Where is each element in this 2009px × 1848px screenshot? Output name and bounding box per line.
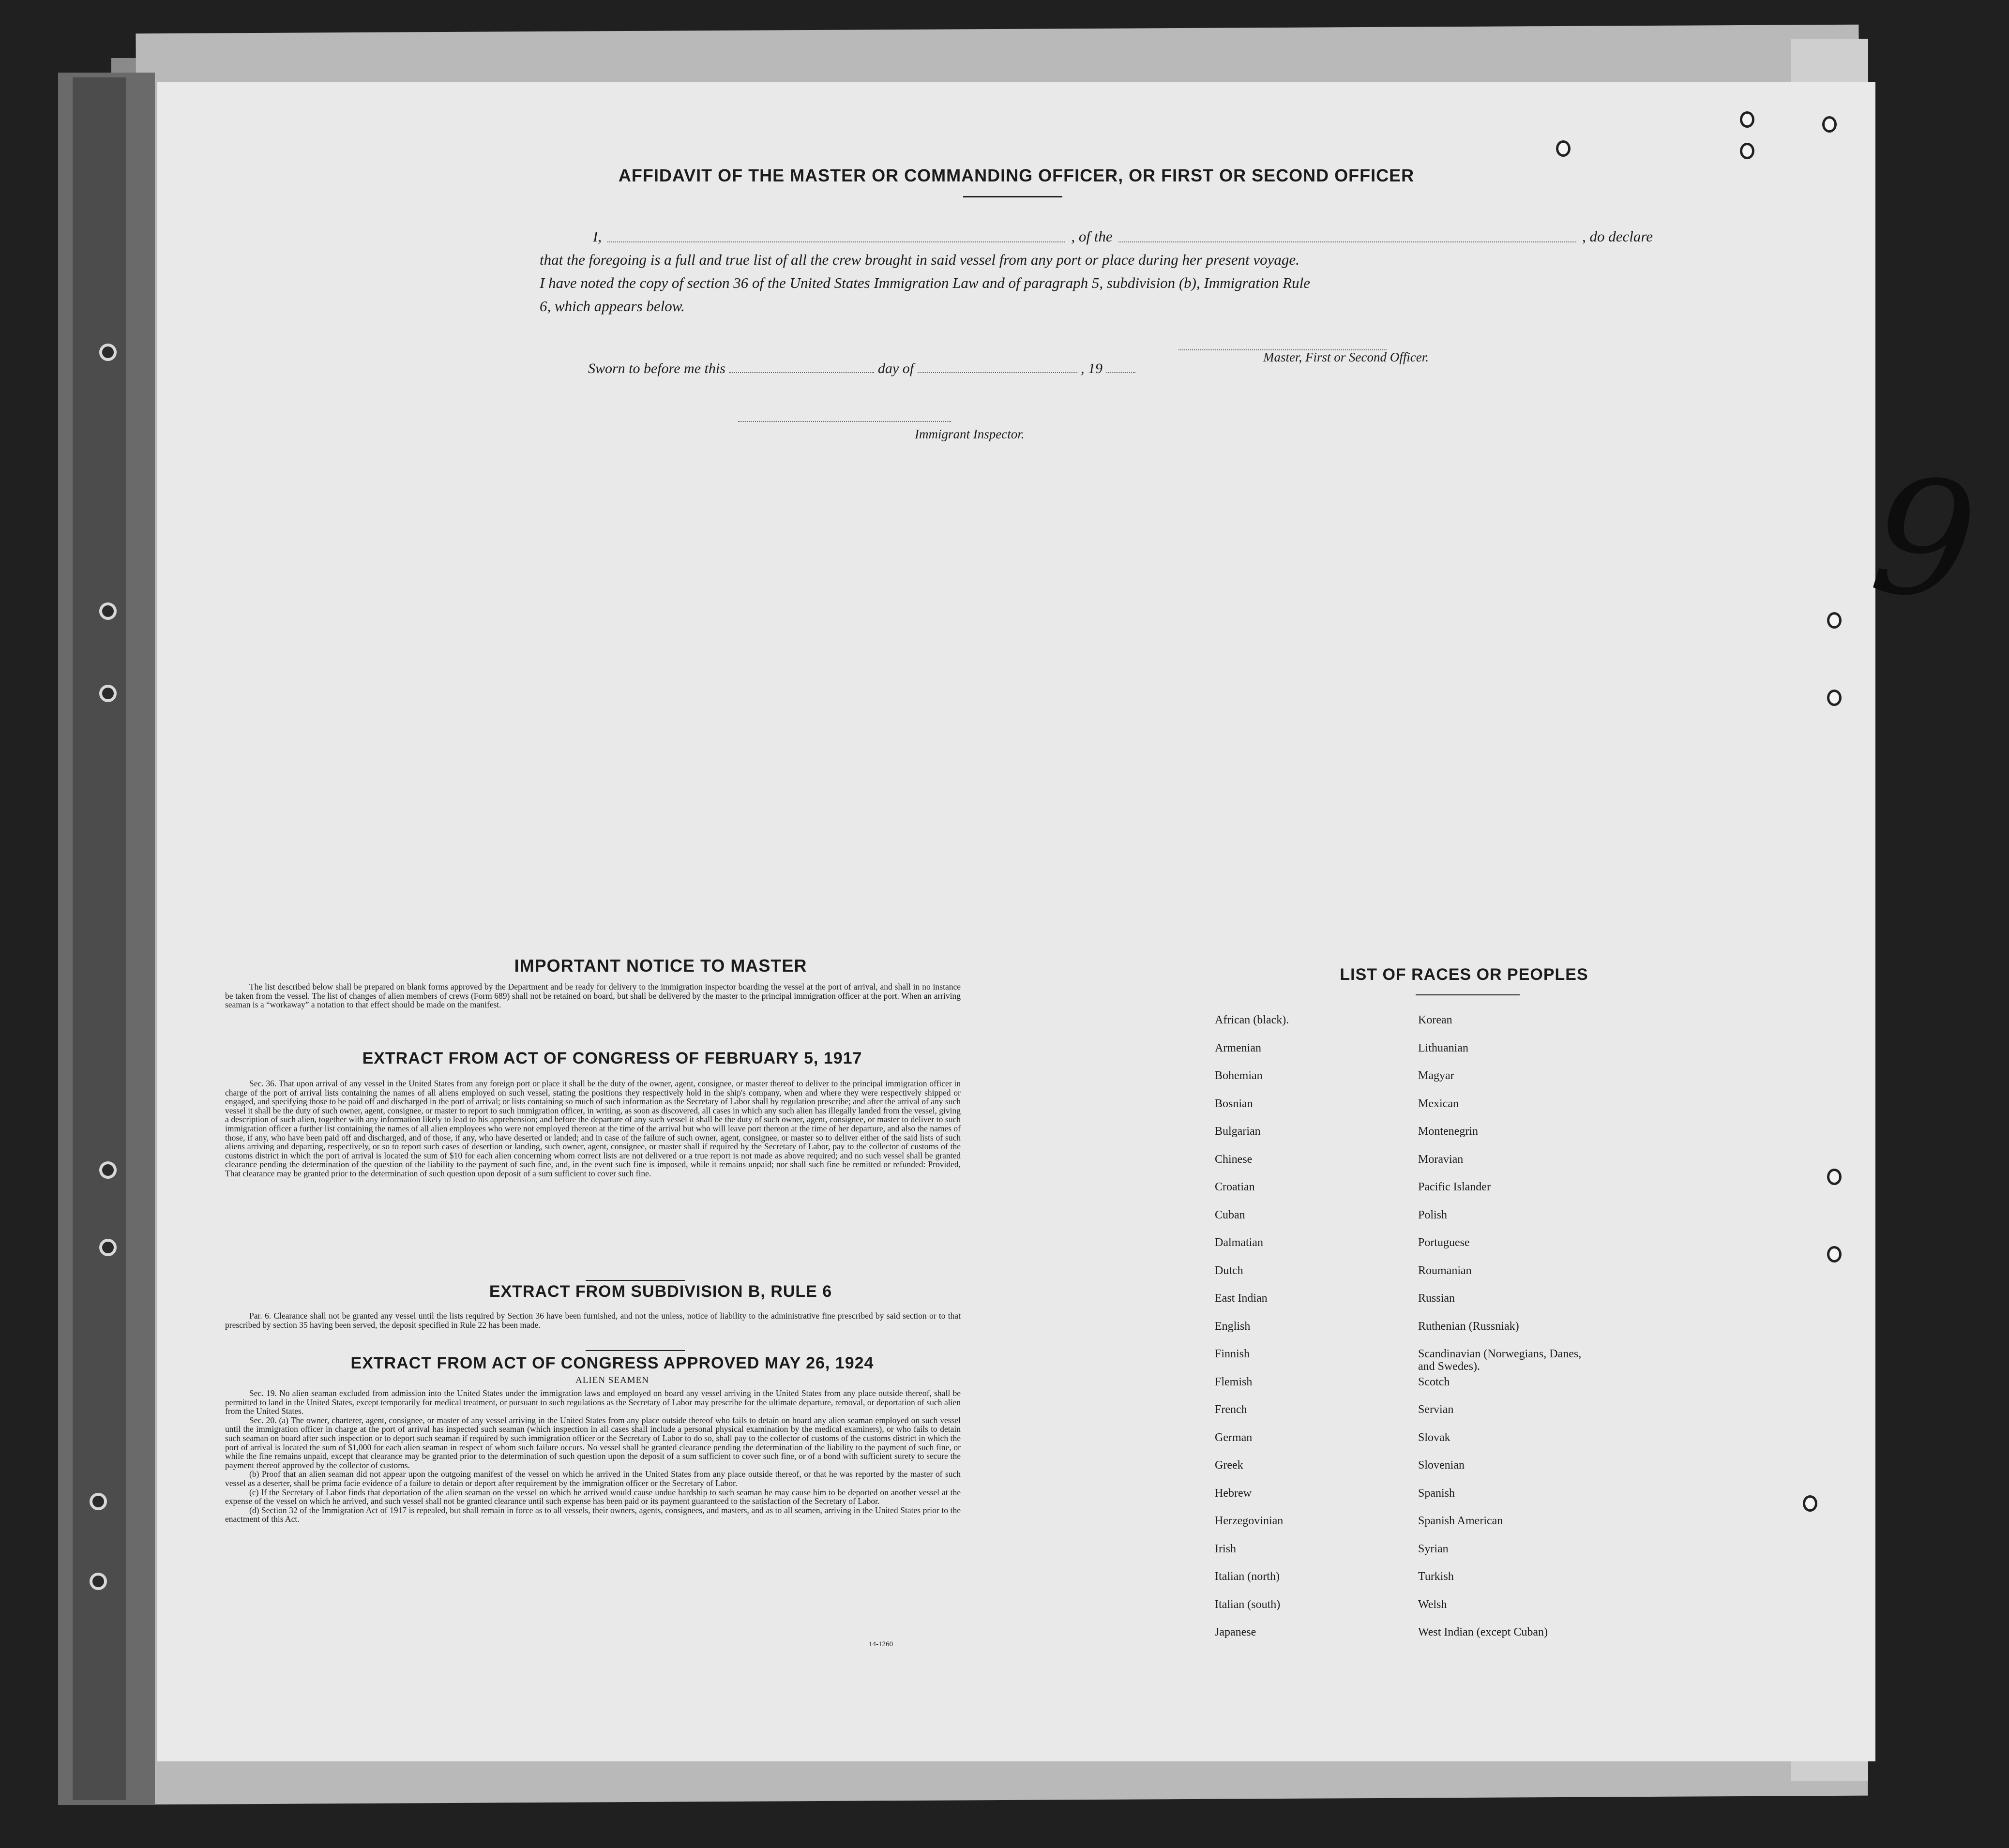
affidavit-line-2: that the foregoing is a full and true list of all the crew brought in said vessel from any port or place during her present voyage. xyxy=(540,251,1299,268)
binding-hole xyxy=(90,1573,107,1590)
race-item: French xyxy=(1215,1403,1247,1416)
punch-hole xyxy=(1740,111,1754,128)
race-item: Ruthenian (Russniak) xyxy=(1418,1320,1519,1333)
race-item: Armenian xyxy=(1215,1041,1261,1054)
binding-hole xyxy=(90,1493,107,1510)
punch-hole xyxy=(1827,1169,1842,1185)
sworn-day-label: day of xyxy=(877,361,914,376)
binding-hole xyxy=(99,1239,117,1256)
binding-hole xyxy=(99,1161,117,1179)
race-item: Herzegovinian xyxy=(1215,1515,1284,1527)
races-rule xyxy=(1416,994,1520,995)
race-item: Roumanian xyxy=(1418,1264,1472,1277)
form-number: 14-1260 xyxy=(869,1640,893,1648)
race-item: Italian (south) xyxy=(1215,1598,1281,1611)
affidavit-i: I, xyxy=(593,228,602,245)
sworn-line xyxy=(588,361,1135,377)
punch-hole xyxy=(1556,140,1571,157)
race-item: Japanese xyxy=(1215,1626,1256,1638)
race-item: Montenegrin xyxy=(1418,1125,1478,1138)
binding-strip-shadow xyxy=(73,77,126,1800)
race-item: Spanish American xyxy=(1418,1515,1503,1527)
title-rule xyxy=(963,196,1062,197)
master-name-field[interactable] xyxy=(607,225,1065,242)
race-item: Hebrew xyxy=(1215,1487,1252,1500)
sworn-year-field[interactable] xyxy=(1106,362,1135,373)
affidavit-text xyxy=(540,225,1653,318)
binding-hole xyxy=(99,344,117,361)
subdivision-b-title: EXTRACT FROM SUBDIVISION B, RULE 6 xyxy=(489,1282,832,1301)
inspector-label: Immigrant Inspector. xyxy=(915,427,1025,441)
extract-1917-text: Sec. 36. That upon arrival of any vessel in the United States from any foreign port or place it shall be the duty of the owner, agent, consignee, or master thereof to deliver to the principal immigration officer in charge of the port of arrival lists containing the names of all aliens employed on such vessel, stating the positions they respectively hold in the ship's company, when and where they were respectively shipped or engaged, and specifying those to be paid off and discharged in the port of arrival; or lists containing so much of such information as the Secretary of Labor shall by regulation prescribe; and after the arrival of any such vessel it shall be the duty of such owner, agent, consignee, or master to report to such immigration officer, in writing, as soon as discovered, all cases in which any such alien has illegally landed from the vessel, giving a description of such alien, together with any information likely to lead to his apprehension; and before the departure of any such vessel it shall be the duty of such owner, agent, consignee, or master to deliver to such immigration officer a further list containing the names of all alien employees who were not employed thereon at the time of the arrival but who will leave port thereon at the time of her departure, and also the names of those, if any, who have been paid off and discharged, and of those, if any, who have deserted or landed; and in case of the failure of such owner, agent, consignee, or master so to deliver either of the said lists of such aliens arriving and departing, respectively, or so to report such cases of desertion or landing, such owner, agent, consignee, or master shall if required by the Secretary of Labor, pay to the collector of customs of the customs district in which the port of arrival is located the sum of $10 for each alien concerning whom correct lists are not delivered or a true report is not made as above required; and no such vessel shall be granted clearance pending the determination of the question of the liability to the payment of such fine, and, in the event such fine is imposed, while it remains unpaid; nor shall such fine be remitted or refunded: Provided, That clearance may be granted prior to the determination of such question upon deposit of a sum sufficient to cover such fine. xyxy=(225,1079,961,1178)
section-rule xyxy=(586,1280,685,1281)
extract-1917-title: EXTRACT FROM ACT OF CONGRESS OF FEBRUARY 5, 1917 xyxy=(362,1049,862,1067)
race-item: German xyxy=(1215,1431,1253,1444)
punch-hole xyxy=(1827,690,1842,706)
race-item: Servian xyxy=(1418,1403,1454,1416)
sworn-label: Sworn to before me this xyxy=(588,361,725,376)
extract-1924-text: Sec. 19. No alien seaman excluded from admission into the United States under the immigration laws and employed on board any vessel arriving in the United States from any place outside thereof, shall be permitted to land in the United States, except temporarily for medical treatment, or pursuant to such regulations as the Secretary of Labor may prescribe for the ultimate departure, removal, or deportation of such alien from the United States. Sec. 20. (a) The owner, charterer, agent, consignee, or master of any vessel arriving in the United States from any place outside thereof who fails to detain on board any alien seaman employed on such vessel until the immigration officer in charge at the port of arrival has inspected such seaman (which inspection in all cases shall include a personal physical examination by the medical examiners), or who fails to detain such seaman on board after such inspection or to deport such seaman if required by such immigration officer or the Secretary of Labor to do so, shall pay to the collector of customs of the customs district in which the port of arrival is located the sum of $1,000 for each alien seaman in respect of whom such failure occurs. No vessel shall be granted clearance pending the determination of the liability to the payment of such fine, or while the fine remains unpaid, except that clearance may be granted prior to the determination of such question upon the deposit of a sum sufficient to cover such fine, or of a bond with sufficient surety to secure the payment thereof approved by the collector of customs. (b) Proof that an alien seaman did not appear upon the outgoing manifest of the vessel on which he arrived in the United States from any place outside thereof, or that he was reported by the master of such vessel as a deserter, shall be prima facie evidence of a failure to detain or deport after requirement by the immigration officer or the Secretary of Labor. (c) If the Secretary of Labor finds that deportation of the alien seaman on the vessel on which he arrived would cause undue hardship to such seaman he may cause him to be deported on another vessel at the expense of the vessel on which he arrived, and such vessel shall not be granted clearance until such expense has been paid or its payment guaranteed to the satisfaction of the Secretary of Labor. (d) Section 32 of the Immigration Act of 1917 is repealed, but shall remain in force as to all vessels, their owners, agents, consignees, and masters, and as to all seamen, arriving in the United States prior to the enactment of this Act. xyxy=(225,1388,961,1524)
race-item: Bohemian xyxy=(1215,1069,1263,1082)
race-item: Lithuanian xyxy=(1418,1041,1468,1054)
race-item: Bosnian xyxy=(1215,1097,1253,1110)
race-item: Finnish xyxy=(1215,1348,1250,1360)
race-item: Slovenian xyxy=(1418,1459,1465,1472)
race-item: Spanish xyxy=(1418,1487,1455,1500)
race-item: Flemish xyxy=(1215,1375,1253,1388)
race-item: Cuban xyxy=(1215,1208,1245,1221)
race-item: Bulgarian xyxy=(1215,1125,1261,1138)
race-item: Chinese xyxy=(1215,1153,1253,1166)
notice-text: The list described below shall be prepared on blank forms approved by the Department and be ready for delivery to the immigration inspector boarding the vessel at the port of arrival, and shall in no instance be taken from the vessel. The list of changes of alien members of crews (Form 689) shall not be retained on board, but shall be delivered by the master to the principal immigration officer at the port. When an arriving seaman is a “workaway” a notation to that effect should be made on the manifest. xyxy=(225,982,961,1010)
binding-hole xyxy=(99,685,117,702)
race-item: Greek xyxy=(1215,1459,1243,1472)
race-item: Korean xyxy=(1418,1014,1452,1026)
race-item: Mexican xyxy=(1418,1097,1459,1110)
affidavit-line-3: I have noted the copy of section 36 of the United States Immigration Law and of paragraph 5, subdivision (b), Immigration Rule xyxy=(540,274,1311,291)
binding-hole xyxy=(99,602,117,620)
affidavit-of-the: , of the xyxy=(1071,228,1113,245)
race-item: Scandinavian (Norwegians, Danes, and Swedes). xyxy=(1418,1348,1582,1373)
race-item: English xyxy=(1215,1320,1251,1333)
extract-1924-title: EXTRACT FROM ACT OF CONGRESS APPROVED MAY 26, 1924 xyxy=(350,1354,874,1372)
race-item: Slovak xyxy=(1418,1431,1450,1444)
race-item: Croatian xyxy=(1215,1181,1255,1193)
handwritten-page-number: 9 xyxy=(1863,442,1984,637)
punch-hole xyxy=(1740,143,1754,159)
race-item: West Indian (except Cuban) xyxy=(1418,1626,1548,1638)
manifest-page xyxy=(157,82,1984,1761)
races-title: LIST OF RACES OR PEOPLES xyxy=(1340,965,1588,984)
master-signature-label: Master, First or Second Officer. xyxy=(1263,350,1429,364)
race-item: Italian (north) xyxy=(1215,1570,1280,1583)
punch-hole xyxy=(1827,1246,1842,1262)
sworn-month-field[interactable] xyxy=(918,362,1077,373)
notice-title: IMPORTANT NOTICE TO MASTER xyxy=(514,956,807,976)
punch-hole xyxy=(1822,116,1837,133)
race-item: East Indian xyxy=(1215,1292,1268,1305)
vessel-name-field[interactable] xyxy=(1118,225,1576,242)
race-item: Welsh xyxy=(1418,1598,1447,1611)
race-item: Scotch xyxy=(1418,1375,1450,1388)
race-item: Dutch xyxy=(1215,1264,1243,1277)
race-item: Magyar xyxy=(1418,1069,1454,1082)
race-item: Turkish xyxy=(1418,1570,1454,1583)
punch-hole xyxy=(1827,612,1842,629)
affidavit-declare: , do declare xyxy=(1582,228,1653,245)
subdivision-b-text: Par. 6. Clearance shall not be granted any vessel until the lists required by Section 36 have been furnished, and not the unless, notice of liability to the administrative fine prescribed by said section or to that prescribed by section 35 having been served, the deposit specified in Rule 22 has been made. xyxy=(225,1311,961,1330)
race-item: Irish xyxy=(1215,1542,1236,1555)
race-item: African (black). xyxy=(1215,1014,1289,1026)
section-rule xyxy=(586,1350,685,1351)
alien-seamen-subtitle: ALIEN SEAMEN xyxy=(575,1375,649,1385)
race-item: Portuguese xyxy=(1418,1236,1470,1249)
inspector-signature-field[interactable] xyxy=(738,421,951,422)
sworn-year-label: , 19 xyxy=(1081,361,1103,376)
punch-hole xyxy=(1803,1495,1817,1512)
race-item: Syrian xyxy=(1418,1542,1449,1555)
race-item: Dalmatian xyxy=(1215,1236,1263,1249)
race-item: Pacific Islander xyxy=(1418,1181,1491,1193)
affidavit-line-4: 6, which appears below. xyxy=(540,298,685,315)
race-item: Russian xyxy=(1418,1292,1455,1305)
affidavit-title: AFFIDAVIT OF THE MASTER OR COMMANDING OFFICER, OR FIRST OR SECOND OFFICER xyxy=(618,165,1415,185)
race-item: Polish xyxy=(1418,1208,1448,1221)
race-item: Moravian xyxy=(1418,1153,1464,1166)
sworn-day-field[interactable] xyxy=(729,362,874,373)
